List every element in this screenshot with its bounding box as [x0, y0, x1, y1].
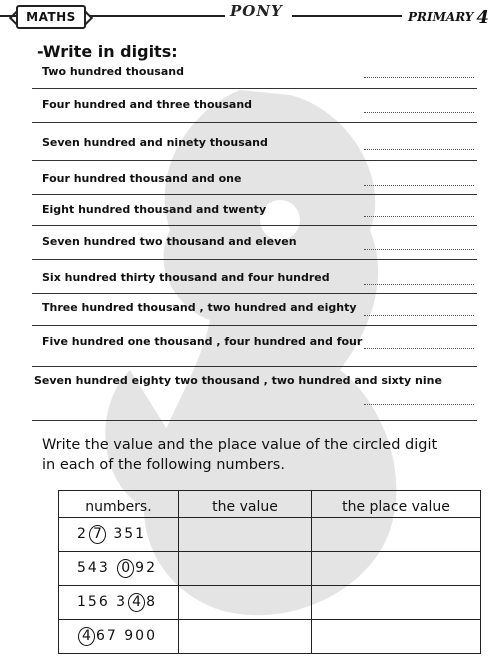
value-place-table: [58, 490, 481, 654]
subject-badge: MATHS: [16, 5, 86, 29]
number-after: 92: [135, 560, 157, 576]
value-answer-cell[interactable]: [179, 620, 312, 654]
table-row: [59, 552, 481, 586]
answer-blank-6[interactable]: [364, 248, 474, 250]
table-row: [59, 518, 481, 552]
header-place-value: the place value: [312, 491, 481, 518]
item-4-text: Four hundred thousand and one: [42, 172, 242, 185]
circled-digit: 4: [128, 593, 145, 612]
place-value-answer-cell[interactable]: [312, 620, 481, 654]
row-rule-4: [32, 194, 477, 195]
answer-blank-3[interactable]: [364, 148, 474, 150]
row-rule-3: [32, 160, 477, 161]
value-answer-cell[interactable]: [179, 586, 312, 620]
number-cell: [59, 620, 179, 654]
row-rule-8: [32, 325, 477, 326]
number-before: 543: [77, 560, 117, 576]
instruction-line-2: in each of the following numbers.: [42, 457, 285, 473]
circled-digit: 4: [78, 627, 95, 646]
header-value: the value: [179, 491, 312, 518]
place-value-answer-cell[interactable]: [312, 552, 481, 586]
number-cell: [59, 552, 179, 586]
answer-blank-7[interactable]: [364, 283, 474, 285]
value-answer-cell[interactable]: [179, 518, 312, 552]
row-rule-10: [32, 420, 477, 421]
circled-digit: 7: [89, 525, 106, 544]
answer-blank-10[interactable]: [364, 403, 474, 405]
item-10-text: Seven hundred eighty two thousand , two hundred and sixty nine: [34, 374, 442, 387]
number-cell: [59, 586, 179, 620]
item-6-text: Seven hundred two thousand and eleven: [42, 235, 297, 248]
item-2-text: Four hundred and three thousand: [42, 98, 253, 111]
row-rule-2: [32, 122, 477, 123]
item-7-text: Six hundred thirty thousand and four hundred: [42, 271, 330, 284]
value-answer-cell[interactable]: [179, 552, 312, 586]
place-value-answer-cell[interactable]: [312, 586, 481, 620]
instruction-line-1: Write the value and the place value of the circled digit: [42, 437, 438, 453]
answer-blank-8[interactable]: [364, 314, 474, 316]
table-row: [59, 620, 481, 654]
row-rule-9: [32, 366, 477, 367]
header-numbers: numbers.: [59, 491, 179, 518]
row-rule-7: [32, 293, 477, 294]
answer-blank-4[interactable]: [364, 184, 474, 186]
item-5-text: Eight hundred thousand and twenty: [42, 203, 267, 216]
table-header-row: [59, 491, 481, 518]
header-rule-mid-right: [292, 15, 402, 17]
item-3-text: Seven hundred and ninety thousand: [42, 136, 268, 149]
grade-word: PRIMARY: [408, 10, 474, 24]
item-1-text: Two hundred thousand: [42, 65, 184, 78]
item-9-text: Five hundred one thousand , four hundred and four: [42, 335, 363, 348]
answer-blank-5[interactable]: [364, 215, 474, 217]
answer-blank-9[interactable]: [364, 347, 474, 349]
grade-label: [408, 5, 489, 26]
answer-blank-1[interactable]: [364, 76, 474, 78]
answer-blank-2[interactable]: [364, 111, 474, 113]
pony-logo: PONY: [230, 2, 283, 20]
number-before: 2: [77, 526, 88, 542]
number-after: 351: [106, 526, 147, 542]
number-after: 67 900: [96, 628, 157, 644]
header-rule-mid-left: [90, 15, 225, 17]
row-rule-5: [32, 225, 477, 226]
row-rule-6: [32, 259, 477, 260]
place-value-answer-cell[interactable]: [312, 518, 481, 552]
number-after: 8: [146, 594, 158, 610]
row-rule-1: [32, 88, 477, 89]
grade-number: 4: [476, 7, 489, 28]
item-8-text: Three hundred thousand , two hundred and eighty: [42, 301, 357, 314]
circled-digit: 0: [117, 559, 134, 578]
number-cell: [59, 518, 179, 552]
table-row: [59, 586, 481, 620]
number-before: 156 3: [77, 594, 128, 610]
section-title-write-digits: -Write in digits:: [37, 42, 178, 61]
